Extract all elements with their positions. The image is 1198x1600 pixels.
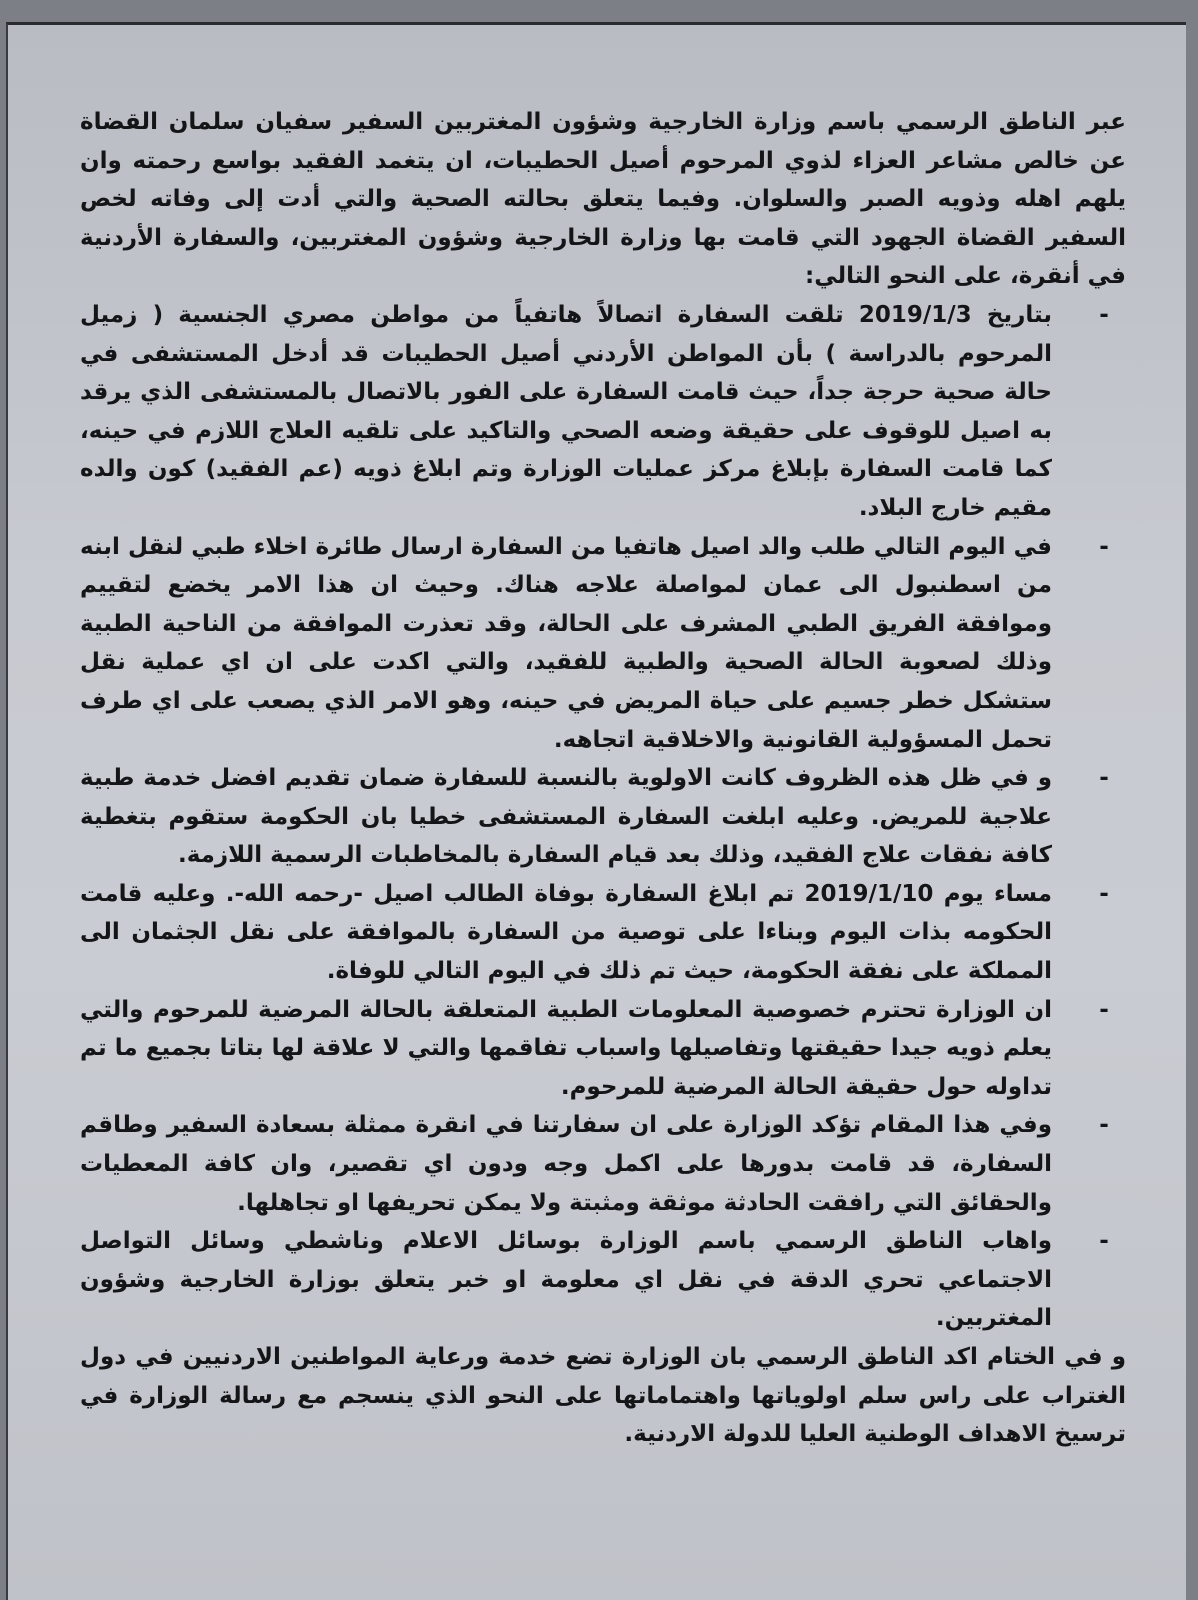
bullet-text: بتاريخ 2019/1/3 تلقت السفارة اتصالاً هاتفياً من مواطن مصري الجنسية ( زميل المرحوم بالدراسة ) بأن المواطن الأردني أصيل الحطيبات قد أدخل المستشفى في حالة صحية حرجة جداً، حيث قامت السفارة على الفور بالاتصال بالمستشفى الذي يرقد به اصيل للوقوف على حقيقة وضعه الصحي والتاكيد على تلقيه العلاج اللازم في حينه، كما قامت السفارة بإبلاغ مركز عمليات الوزارة وتم ابلاغ ذويه (عم الفقيد) كون والده مقيم خارج البلاد. [80,301,1052,521]
bullet-dash: - [1099,1112,1109,1139]
bullet-text: واهاب الناطق الرسمي باسم الوزارة بوسائل الاعلام وناشطي وسائل التواصل الاجتماعي تحري الدقة في نقل اي معلومة او خبر يتعلق بوزارة الخارجية وشؤون المغتربين. [80,1228,1052,1332]
bullet-item-4 [80,875,1126,991]
bullet-item-7 [80,1222,1126,1338]
bullet-text: مساء يوم 2019/1/10 تم ابلاغ السفارة بوفاة الطالب اصيل -رحمه الله-. وعليه قامت الحكومه بذات اليوم وبناءا على توصية من السفارة بالموافقة على نقل الجثمان الى المملكة على نفقة الحكومة، حيث تم ذلك في اليوم التالي للوفاة. [80,880,1052,985]
bullet-item-3 [80,759,1126,875]
paper-sheet [6,22,1186,1600]
bullet-item-2 [80,528,1126,760]
bullet-item-1 [80,296,1126,528]
bullet-dash: - [1099,301,1109,328]
bullet-list [80,296,1126,1338]
bullet-text: وفي هذا المقام تؤكد الوزارة على ان سفارتنا في انقرة ممثلة بسعادة السفير وطاقم السفارة، قد قامت بدورها على اكمل وجه ودون اي تقصير، وان كافة المعطيات والحقائق التي رافقت الحادثة موثقة ومثبتة ولا يمكن تحريفها او تجاهلها. [80,1112,1052,1216]
bullet-dash: - [1099,765,1109,792]
bullet-item-6 [80,1106,1126,1222]
intro-paragraph: عبر الناطق الرسمي باسم وزارة الخارجية وشؤون المغتربين السفير سفيان سلمان القضاة عن خالص مشاعر العزاء لذوي المرحوم أصيل الحطيبات، ان يتغمد الفقيد بواسع رحمته وان يلهم اهله وذويه الصبر والسلوان. وفيما يتعلق بحالته الصحية والتي أدت إلى وفاته لخص السفير القضاة الجهود التي قامت بها وزارة الخارجية وشؤون المغتربين، والسفارة الأردنية في أنقرة، على النحو التالي: [80,109,1126,290]
bullet-item-5 [80,991,1126,1107]
bullet-text: ان الوزارة تحترم خصوصية المعلومات الطبية المتعلقة بالحالة المرضية للمرحوم والتي يعلم ذويه جيدا حقيقتها وتفاصيلها واسباب تفاقمها والتي لا علاقة لها بتاتا بجميع ما تم تداوله حول حقيقة الحالة المرضية للمرحوم. [80,996,1052,1100]
bullet-text: في اليوم التالي طلب والد اصيل هاتفيا من السفارة ارسال طائرة اخلاء طبي لنقل ابنه من اسطنبول الى عمان لمواصلة علاجه هناك. وحيث ان هذا الامر يخضع لتقييم وموافقة الفريق الطبي المشرف على الحالة، وقد تعذرت الموافقة من الناحية الطبية وذلك لصعوبة الحالة الصحية والطبية للفقيد، والتي اكدت على ان اي عملية نقل ستشكل خطر جسيم على حياة المريض في حينه، وهو الامر الذي يصعب على اي طرف تحمل المسؤولية القانونية والاخلاقية اتجاهه. [80,533,1052,753]
bullet-dash: - [1099,533,1109,560]
closing-paragraph: و في الختام اكد الناطق الرسمي بان الوزارة تضع خدمة ورعاية المواطنين الاردنيين في دول الغتراب على راس سلم اولوياتها واهتماماتها على النحو الذي ينسجم مع رسالة الوزارة في ترسيخ الاهداف الوطنية العليا للدولة الاردنية. [80,1344,1126,1448]
document-body [80,103,1126,1454]
bullet-text: و في ظل هذه الظروف كانت الاولوية بالنسبة للسفارة ضمان تقديم افضل خدمة طبية علاجية للمريض. وعليه ابلغت السفارة المستشفى خطيا بان الحكومة ستقوم بتغطية كافة نفقات علاج الفقيد، وذلك بعد قيام السفارة بالمخاطبات الرسمية اللازمة. [80,765,1052,869]
bullet-dash: - [1099,996,1109,1023]
bullet-dash: - [1099,1228,1109,1255]
bullet-dash: - [1099,880,1109,907]
